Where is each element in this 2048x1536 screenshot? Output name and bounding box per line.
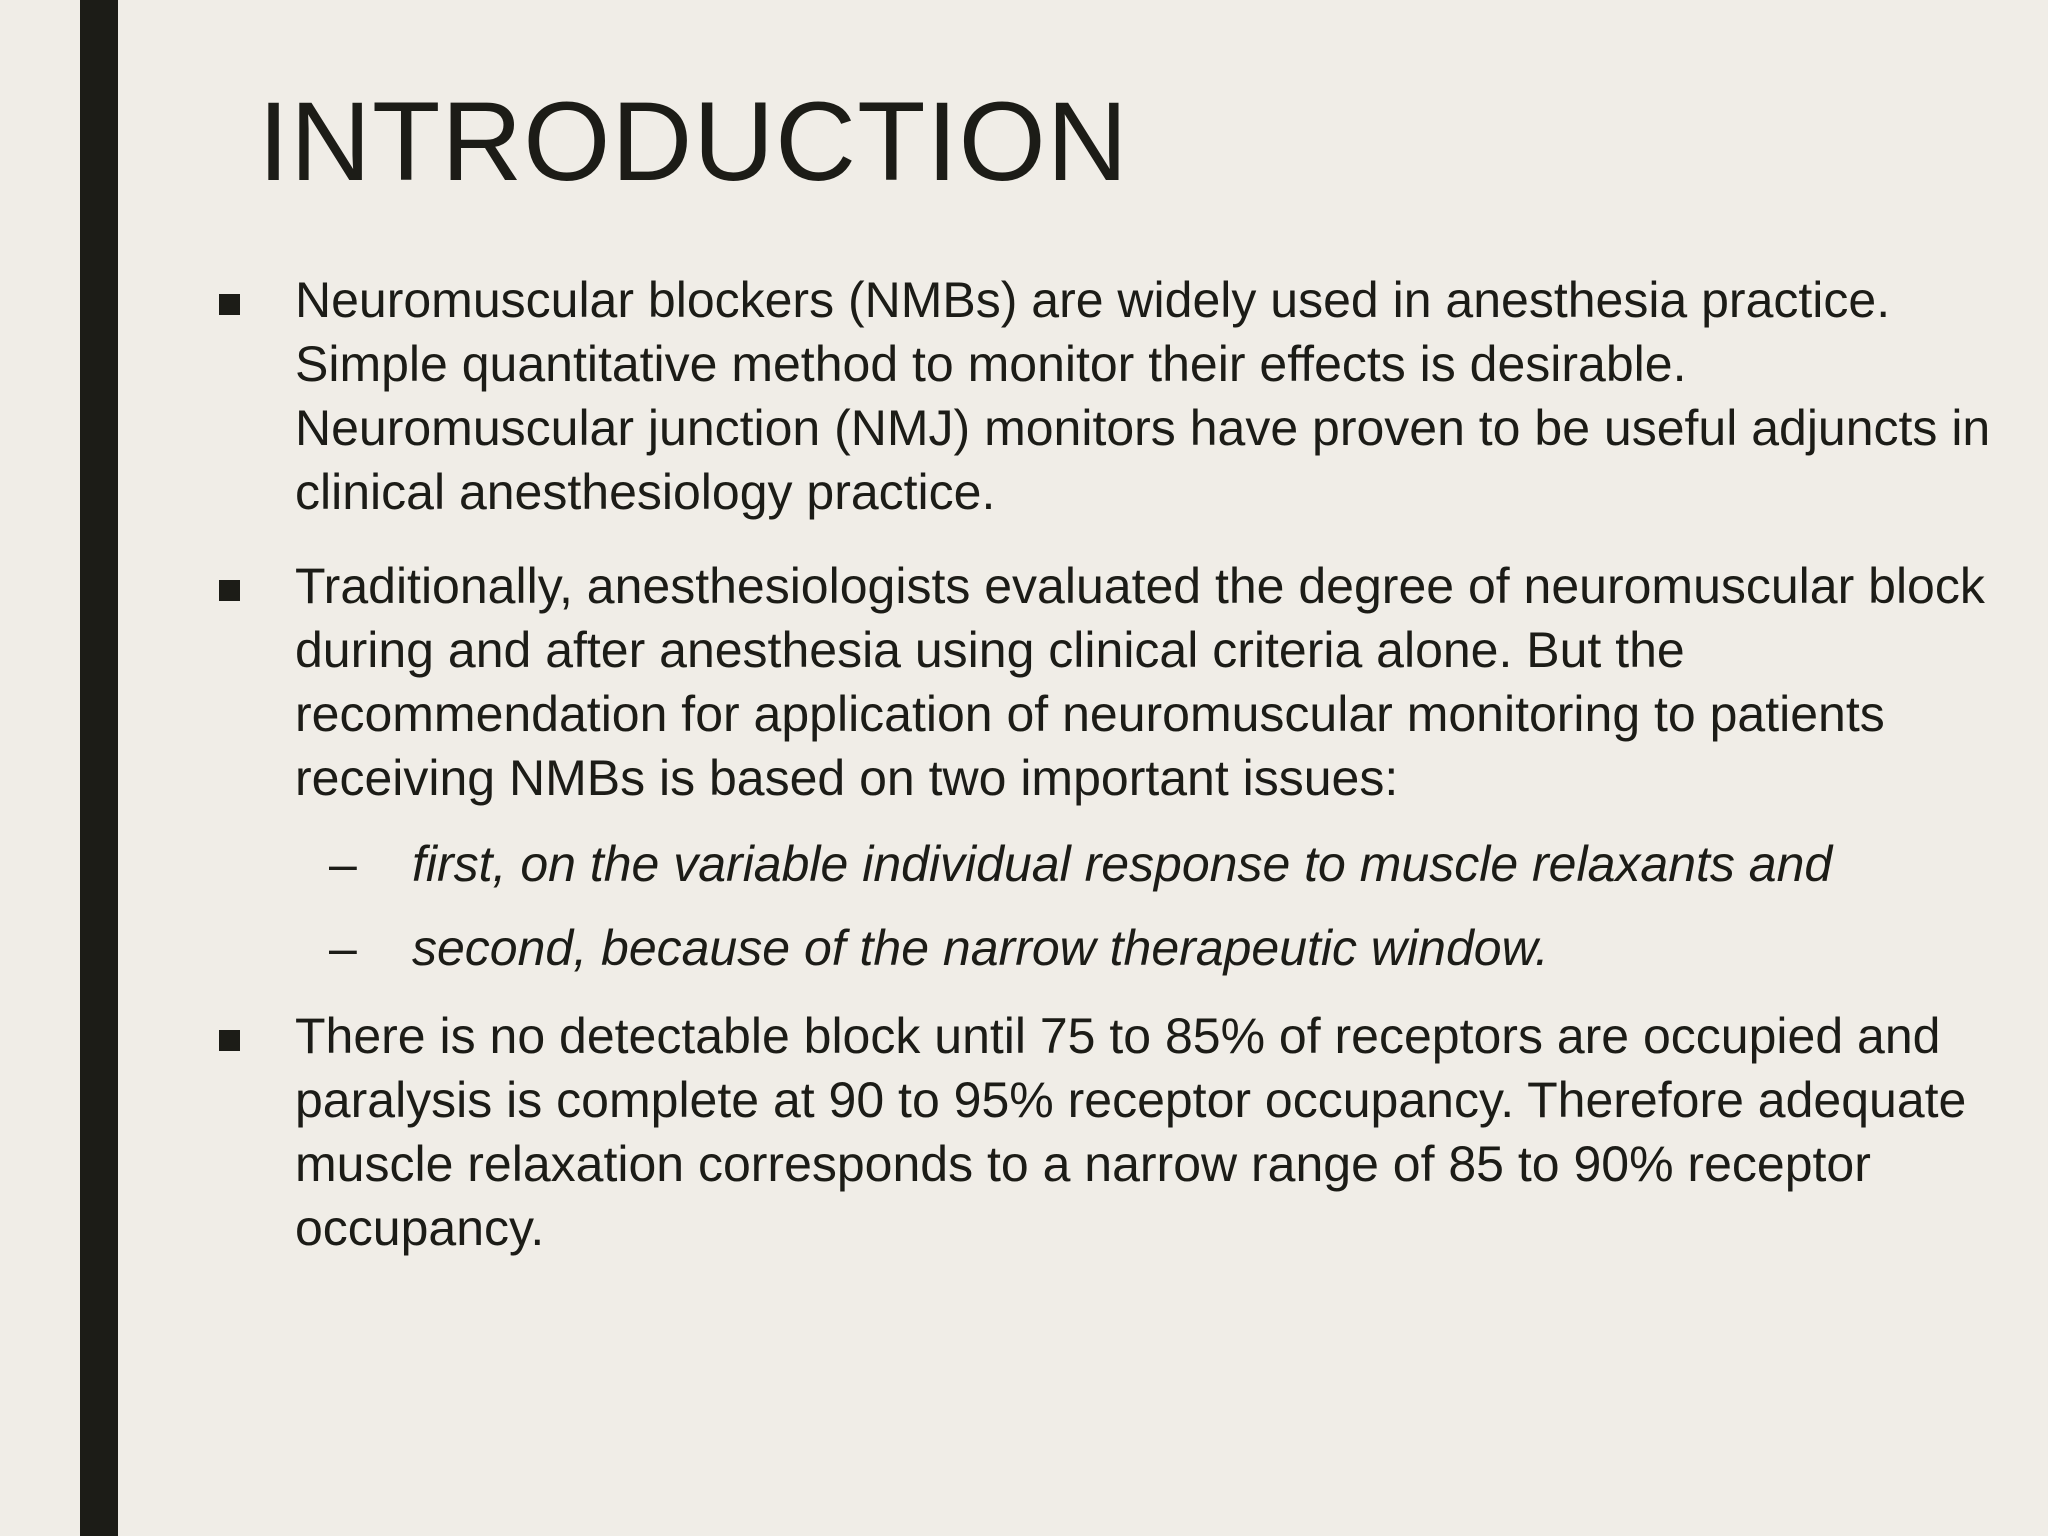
dash-bullet-icon: – — [329, 920, 357, 976]
bullet-item-3 — [208, 1004, 1998, 1260]
bullet-item-2 — [208, 554, 1998, 980]
sub-bullet-item-1 — [295, 832, 1998, 896]
square-bullet-icon — [219, 294, 240, 315]
sub-bullet-text-2: second, because of the narrow therapeutic window. — [412, 920, 1549, 976]
square-bullet-icon — [219, 1030, 240, 1051]
dash-bullet-icon: – — [329, 836, 357, 892]
left-accent-bar — [80, 0, 118, 1536]
slide-title: INTRODUCTION — [258, 79, 1129, 204]
sub-bullet-item-2 — [295, 916, 1998, 980]
bullet-list — [208, 268, 1998, 1290]
bullet-text-1: Neuromuscular blockers (NMBs) are widely used in anesthesia practice. Simple quantitative method to monitor their effects is desirable. Neuromuscular junction (NMJ) monitors have proven to be useful adjuncts in clinical anesthesiology practice. — [295, 272, 1991, 520]
bullet-text-3: There is no detectable block until 75 to 85% of receptors are occupied and paralysis is complete at 90 to 95% receptor occupancy. Therefore adequate muscle relaxation corresponds to a narrow range of 85 to 90% receptor occupancy. — [295, 1008, 1967, 1256]
square-bullet-icon — [219, 580, 240, 601]
bullet-text-2: Traditionally, anesthesiologists evaluated the degree of neuromuscular block during and after anesthesia using clinical criteria alone. But the recommendation for application of neuromuscular monitoring to patients receiving NMBs is based on two important issues: — [295, 558, 1985, 806]
bullet-item-1 — [208, 268, 1998, 524]
sub-bullet-list — [295, 832, 1998, 980]
sub-bullet-text-1: first, on the variable individual response to muscle relaxants and — [412, 836, 1833, 892]
